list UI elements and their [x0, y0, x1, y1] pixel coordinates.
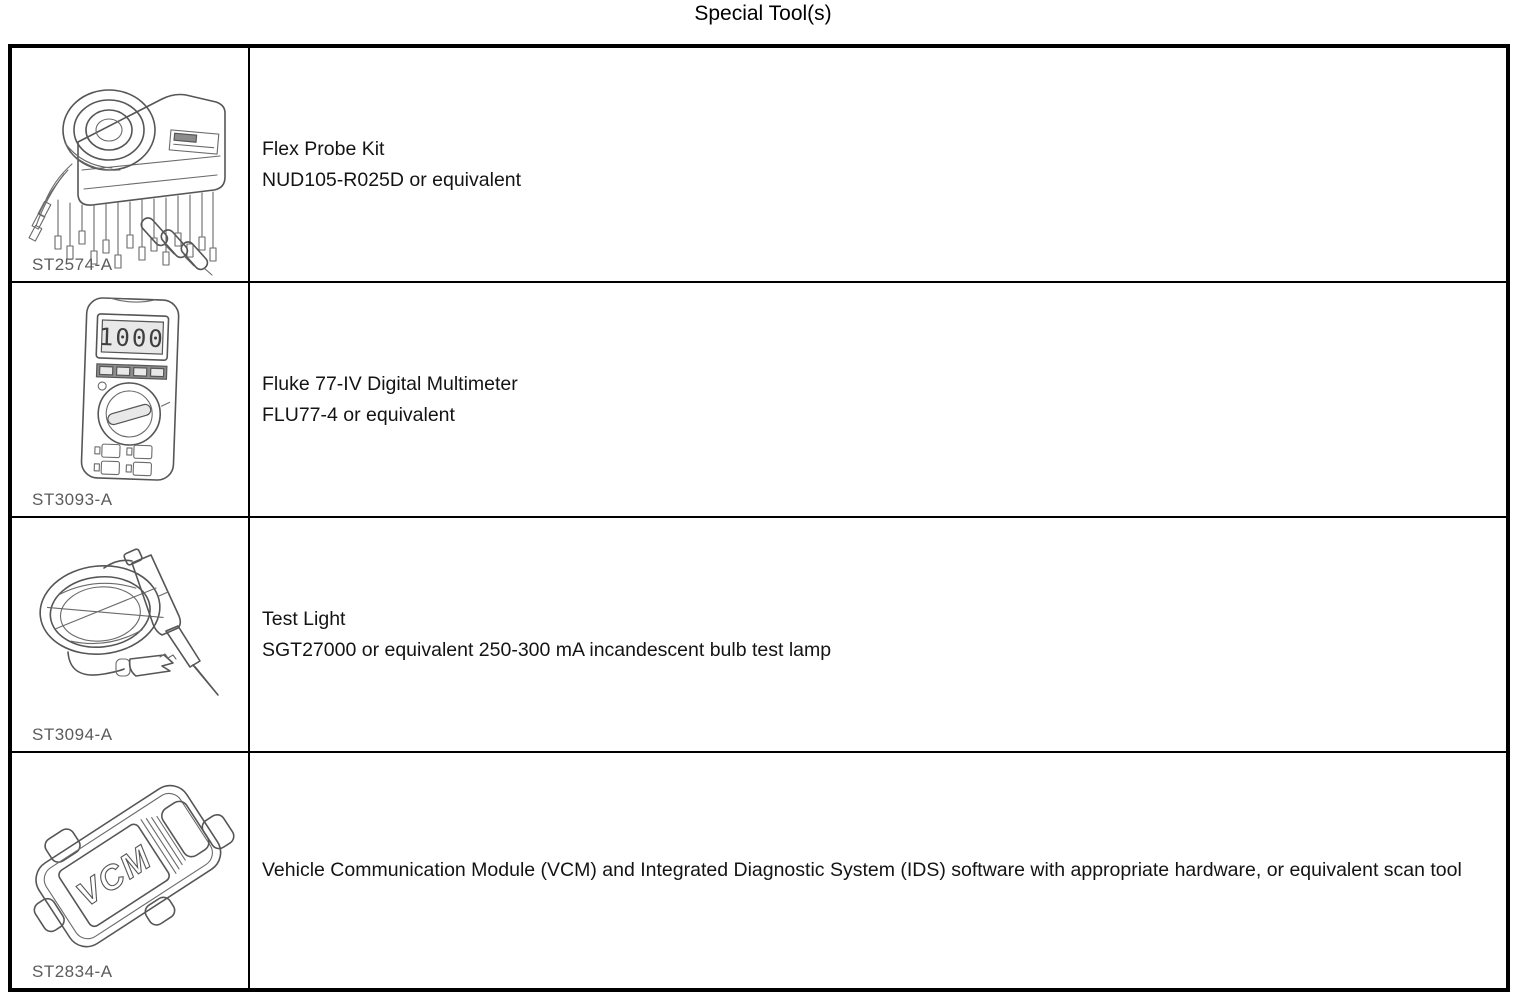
digital-multimeter-icon: [12, 283, 248, 513]
tool-spec: NUD105-R025D or equivalent: [262, 168, 522, 191]
table-row-2-description-cell: [250, 283, 1506, 518]
tool-spec: SGT27000 or equivalent 250-300 mA incandescent bulb test lamp: [262, 638, 832, 661]
table-row-3-description-cell: [250, 518, 1506, 753]
figure-label: ST2574-A: [32, 255, 113, 274]
table-row-1-figure-cell: [12, 48, 250, 283]
table-row-2-figure-cell: [12, 283, 250, 518]
multimeter-display-value: 1000: [98, 322, 166, 354]
test-light-icon: [12, 518, 248, 748]
page-title: Special Tool(s): [694, 2, 832, 25]
tool-name: Flex Probe Kit: [262, 137, 385, 160]
table-row-1-description-cell: [250, 48, 1506, 283]
table-row-4-description-cell: [250, 753, 1506, 988]
table-row-4-figure-cell: [12, 753, 250, 988]
vcm-device-label: VCM: [70, 838, 160, 915]
tool-name: Test Light: [262, 607, 346, 630]
tool-name: Fluke 77-IV Digital Multimeter: [262, 372, 518, 395]
flex-probe-kit-icon: [12, 48, 248, 278]
figure-label: ST3094-A: [32, 725, 113, 744]
figure-label: ST2834-A: [32, 962, 113, 981]
special-tools-grid: [12, 48, 1506, 988]
tool-name: Vehicle Communication Module (VCM) and Integrated Diagnostic System (IDS) software with appropriate hardware, or equivalent scan tool: [262, 859, 1462, 881]
figure-label: ST3093-A: [32, 490, 113, 509]
vcm-scan-tool-icon: [12, 753, 248, 983]
tool-spec: FLU77-4 or equivalent: [262, 403, 455, 426]
special-tools-table: [8, 44, 1510, 992]
table-row-3-figure-cell: [12, 518, 250, 753]
